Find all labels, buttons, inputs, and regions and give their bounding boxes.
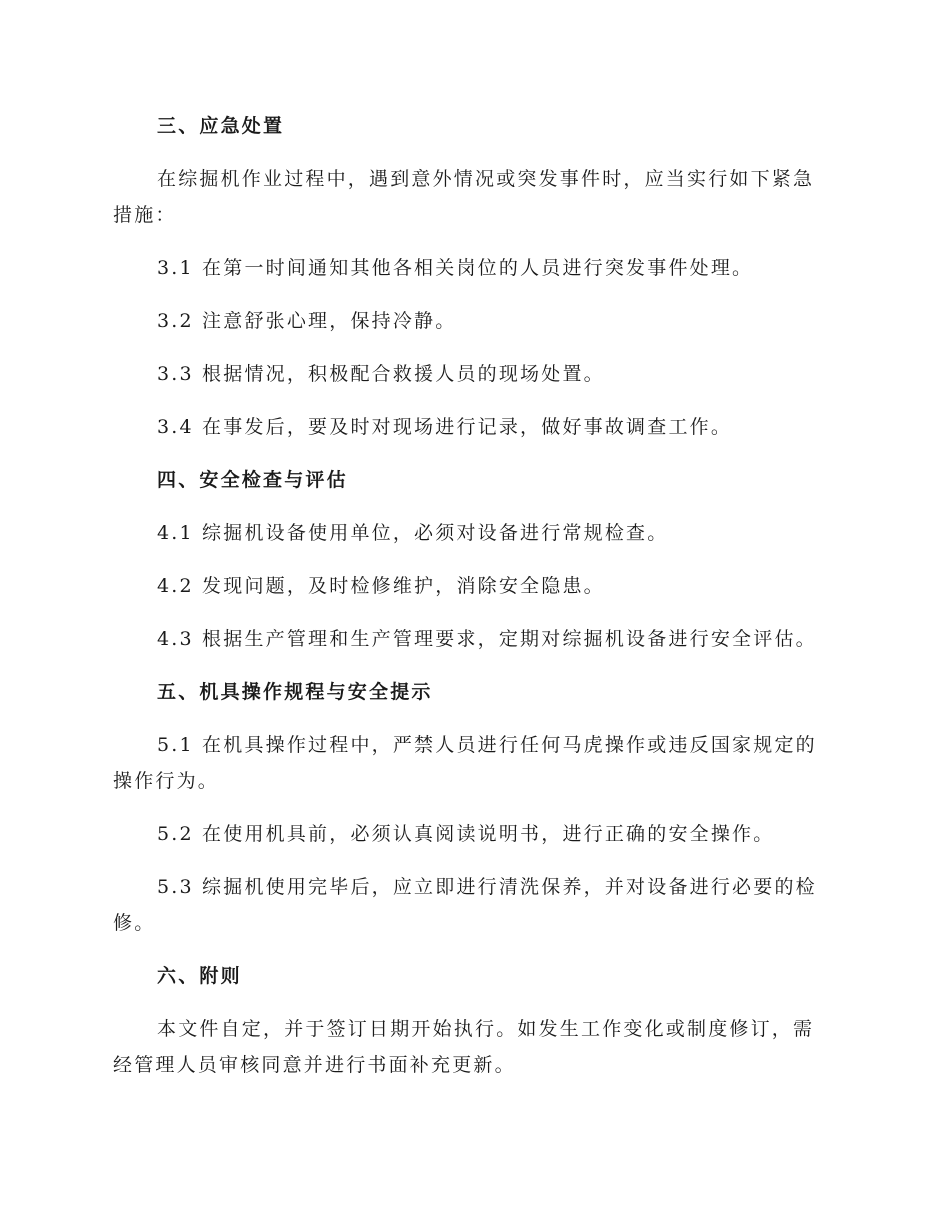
list-item: 3.1 在第一时间通知其他各相关岗位的人员进行突发事件处理。: [157, 257, 754, 279]
list-item: 4.1 综掘机设备使用单位，必须对设备进行常规检查。: [157, 522, 669, 544]
list-item: 3.2 注意舒张心理，保持冷静。: [157, 310, 457, 332]
section-heading-inspection: 四、安全检查与评估: [157, 469, 348, 491]
list-item: 4.3 根据生产管理和生产管理要求，定期对综掘机设备进行安全评估。: [157, 628, 817, 650]
list-item: 5.2 在使用机具前，必须认真阅读说明书，进行正确的安全操作。: [157, 823, 775, 845]
list-item-continuation: 操作行为。: [113, 770, 220, 792]
list-item: 3.4 在事发后，要及时对现场进行记录，做好事故调查工作。: [157, 416, 733, 438]
paragraph-line: 本文件自定，并于签订日期开始执行。如发生工作变化或制度修订，需: [157, 1018, 815, 1040]
list-item-continuation: 修。: [113, 912, 156, 934]
section-heading-appendix: 六、附则: [157, 965, 242, 987]
paragraph-line: 经管理人员审核同意并进行书面补充更新。: [113, 1054, 516, 1076]
paragraph-line: 措施：: [113, 204, 177, 226]
list-item: 4.2 发现问题，及时检修维护，消除安全隐患。: [157, 575, 605, 597]
list-item: 5.3 综掘机使用完毕后，应立即进行清洗保养，并对设备进行必要的检: [157, 876, 817, 898]
section-heading-emergency: 三、应急处置: [157, 115, 285, 137]
paragraph-line: 在综掘机作业过程中，遇到意外情况或突发事件时，应当实行如下紧急: [157, 168, 815, 190]
list-item: 5.1 在机具操作过程中，严禁人员进行任何马虎操作或违反国家规定的: [157, 734, 817, 756]
section-heading-operation: 五、机具操作规程与安全提示: [157, 681, 433, 703]
list-item: 3.3 根据情况，积极配合救援人员的现场处置。: [157, 363, 605, 385]
